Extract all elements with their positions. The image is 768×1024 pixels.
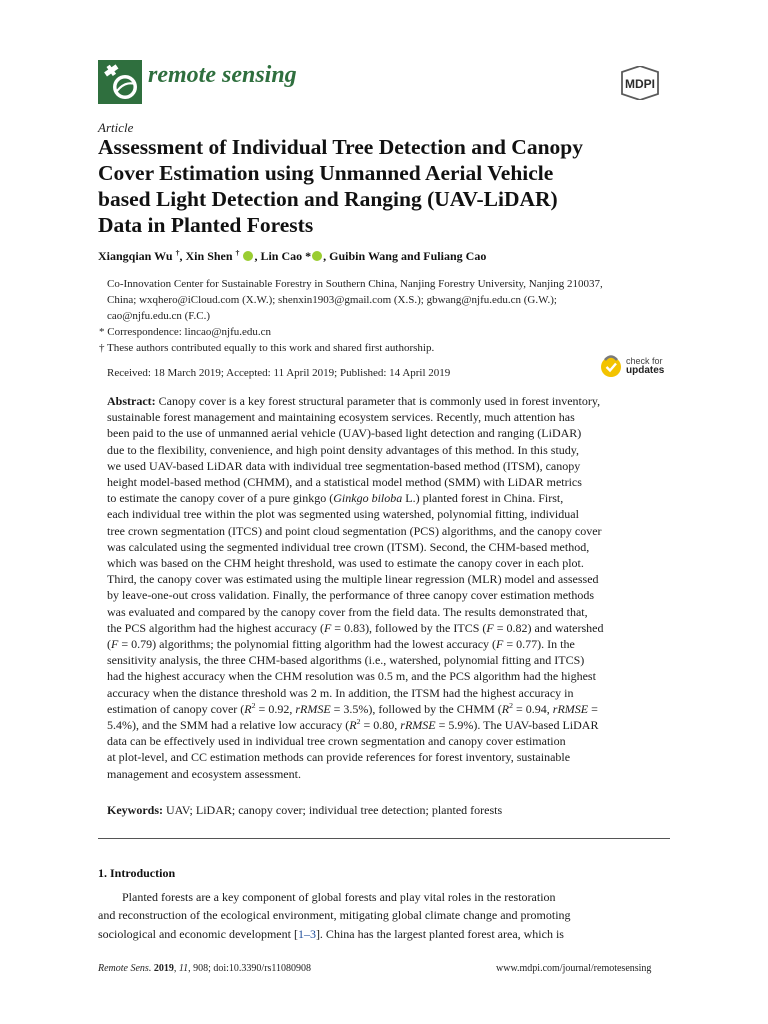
title-line: Assessment of Individual Tree Detection and Canopy — [98, 135, 583, 159]
intro-line: sociological and economic development [1–3]. China has the largest planted forest area, which is — [98, 926, 564, 941]
footer-volume: 11 — [178, 963, 189, 974]
check-for-updates-button[interactable] — [600, 354, 672, 382]
citation-link[interactable]: 1–3 — [297, 926, 316, 941]
publication-dates: Received: 18 March 2019; Accepted: 11 April 2019; Published: 14 April 2019 — [107, 367, 451, 379]
section-divider — [98, 838, 670, 839]
mdpi-logo-icon — [612, 66, 668, 100]
dagger-mark: † — [235, 248, 240, 257]
keywords-label: Keywords: — [107, 803, 163, 817]
abstract-line: at plot-level, and CC estimation methods can provide references for forest inventory, sustainable — [107, 750, 571, 765]
abstract-line: accuracy when the distance threshold was 2 m. In addition, the ITSM had the highest accuracy in — [107, 685, 574, 700]
article-type: Article — [98, 120, 134, 135]
footer-url[interactable]: www.mdpi.com/journal/remotesensing — [496, 963, 652, 974]
equal-contribution-note: † These authors contributed equally to this work and shared first authorship. — [99, 342, 435, 354]
journal-logo-icon — [98, 60, 142, 104]
abstract-line: 5.4%), and the SMM had a relative low accuracy ($R^2 = 0.80$, rRMSE = 5.9%). The UAV-based LiDAR — [107, 717, 599, 732]
star-mark: * — [305, 249, 312, 263]
title-line: based Light Detection and Ranging (UAV-LiDAR) — [98, 187, 558, 211]
affiliation-line: Co-Innovation Center for Sustainable Forestry in Southern China, Nanjing Forestry University, Nanjing 210037, — [107, 278, 603, 290]
abstract-line: sensitivity analysis, the three CHM-based algorithms (i.e., watershed, polynomial fitting and ITCS) — [107, 653, 585, 668]
check-updates-line1: check for — [626, 356, 663, 366]
title-line: Cover Estimation using Unmanned Aerial Vehicle — [98, 161, 554, 185]
abstract-line: sustainable forest management and maintaining ecosystem services. Recently, much attention has — [107, 410, 575, 425]
journal-name: remote sensing — [148, 62, 297, 88]
abstract-line: Third, the canopy cover was estimated using the multiple linear regression (MLR) model and assessed — [107, 572, 599, 587]
check-updates-line2: updates — [626, 365, 665, 376]
author-name[interactable]: Xiangqian Wu — [98, 249, 173, 263]
dagger-mark: † — [175, 248, 180, 257]
section-heading: 1. Introduction — [98, 866, 176, 880]
abstract-line: data can be effectively used in individual tree crown segmentation and canopy cover estimation — [107, 734, 566, 749]
abstract-line: which was based on the CHM height threshold, was used to estimate the canopy cover in each plot. — [107, 556, 584, 570]
footer-citation: Remote Sens. 2019, 11, 908; doi:10.3390/rs11080908 — [98, 963, 312, 974]
abstract-line: to estimate the canopy cover of a pure ginkgo (Ginkgo biloba L.) planted forest in China. First, — [107, 491, 564, 506]
intro-line: and reconstruction of the ecological environment, mitigating global climate change and promoting — [98, 908, 571, 923]
abstract-label: Abstract: — [107, 394, 156, 408]
abstract-line: had the highest accuracy when the CHM resolution was 0.5 m, and the PCS algorithm had the highest — [107, 669, 596, 684]
affiliation-line: China; wxqhero@iCloud.com (X.W.); shenxin1903@gmail.com (X.S.); gbwang@njfu.edu.cn (G.W.); — [107, 294, 557, 306]
abstract-line: Canopy cover is a key forest structural parameter that is commonly used in forest inventory, — [158, 394, 601, 408]
footer-doi[interactable]: , 908; doi:10.3390/rs11080908 — [188, 963, 312, 974]
abstract-line: (F = 0.79) algorithms; the polynomial fitting algorithm had the lowest accuracy (F = 0.77). In the — [107, 637, 575, 651]
orcid-icon[interactable] — [243, 251, 253, 261]
species-name: Ginkgo biloba — [333, 491, 403, 506]
abstract-line: the PCS algorithm had the highest accuracy (F = 0.83), followed by the ITCS (F = 0.82) and watershed — [107, 620, 604, 635]
keywords — [107, 803, 502, 818]
author-list: Xiangqian Wu †, Xin Shen † , Lin Cao * , Guibin Wang and Fuliang Cao — [98, 248, 487, 263]
footer-year: 2019 — [153, 963, 174, 974]
abstract-line: was calculated using the segmented individual tree crown (ITSM). Second, the CHM-based method, — [107, 539, 590, 554]
author-name[interactable]: Xin Shen — [185, 249, 233, 263]
author-name[interactable]: Guibin Wang and Fuliang Cao — [329, 249, 487, 263]
intro-line: Planted forests are a key component of global forests and play vital roles in the restoration — [122, 890, 556, 904]
affiliation-line: cao@njfu.edu.cn (F.C.) — [107, 310, 211, 322]
author-name[interactable]: Lin Cao — [260, 249, 303, 263]
abstract-line: height model-based method (CHMM), and a statistical model method (SMM) with LiDAR metrics — [107, 475, 582, 489]
orcid-icon[interactable] — [312, 251, 322, 261]
title-line: Data in Planted Forests — [98, 213, 314, 237]
abstract-line: we used UAV-based LiDAR data with individual tree segmentation-based method (ITSM), canopy — [107, 458, 581, 473]
abstract-line: been paid to the use of unmanned aerial vehicle (UAV)-based light detection and ranging (LiDAR) — [107, 426, 582, 441]
abstract-line: estimation of canopy cover ($R^2 = 0.92$, rRMSE = 3.5%), followed by the CHMM ($R^2 = 0.94$, rRMSE = — [107, 700, 598, 716]
abstract-line: management and ecosystem assessment. — [107, 766, 301, 781]
abstract-line: by leave-one-out cross validation. Finally, the performance of three canopy cover estimation methods — [107, 588, 595, 603]
check-updates-icon — [600, 354, 622, 378]
abstract-line: was evaluated and compared by the canopy cover from the field data. The results demonstrated that, — [107, 604, 588, 619]
keywords-text: UAV; LiDAR; canopy cover; individual tree detection; planted forests — [163, 803, 503, 817]
abstract-line: tree crown segmentation (ITCS) and point cloud segmentation (PCS) algorithms, and the canopy cover — [107, 523, 602, 538]
abstract-line: each individual tree within the plot was segmented using watershed, polynomial fitting, individual — [107, 507, 579, 522]
abstract-line: due to the flexibility, convenience, and high point density advantages of this method. In this study, — [107, 442, 580, 457]
correspondence-note: * Correspondence: lincao@njfu.edu.cn — [99, 326, 272, 338]
publisher-name: MDPI — [625, 77, 655, 91]
journal-abbreviation: Remote Sens. — [98, 963, 152, 974]
